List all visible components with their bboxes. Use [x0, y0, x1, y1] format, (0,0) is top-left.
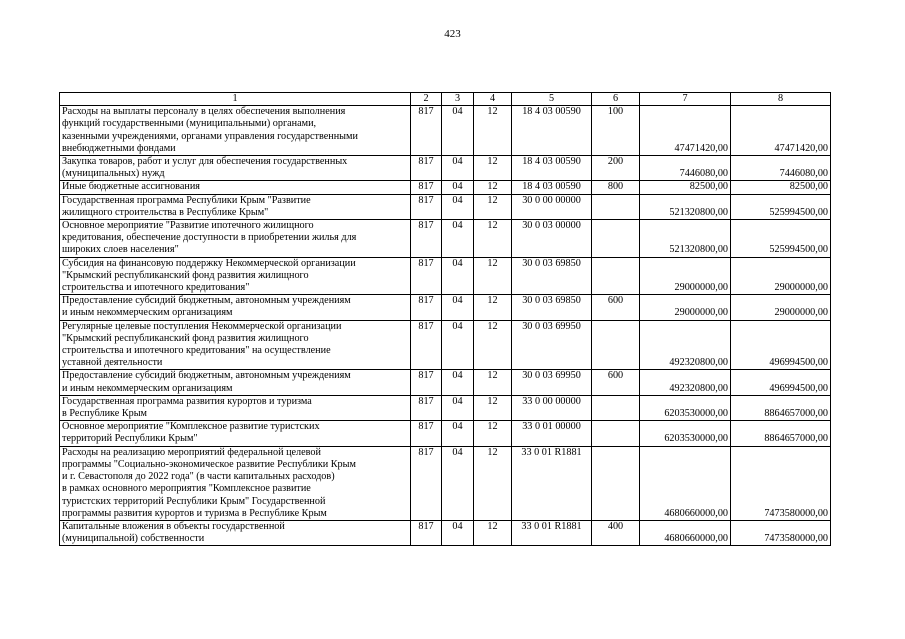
row-target-article-cell: 30 0 03 69950 — [512, 320, 592, 370]
row-amount-cell: 6203530000,00 — [640, 395, 731, 420]
row-subsection-cell: 12 — [474, 220, 512, 258]
row-amount-cell: 525994500,00 — [731, 194, 831, 219]
header-cell: 2 — [411, 93, 442, 106]
row-subsection-cell: 12 — [474, 446, 512, 520]
row-expense-type-cell: 600 — [592, 295, 640, 320]
row-target-article-cell: 33 0 01 R1881 — [512, 520, 592, 545]
row-subsection-cell: 12 — [474, 421, 512, 446]
row-name-text: Субсидия на финансовую поддержку Некоммерческой организации "Крымский республиканский фонд развития жилищного строительства и ипотечного кредитования" — [62, 257, 356, 294]
row-amount-cell: 7446080,00 — [731, 156, 831, 181]
row-target-article-cell: 33 0 01 00000 — [512, 421, 592, 446]
row-subsection-cell: 12 — [474, 295, 512, 320]
row-section-cell: 04 — [442, 194, 474, 219]
row-name-cell — [60, 194, 411, 219]
row-expense-type-cell — [592, 194, 640, 219]
row-subsection-cell: 12 — [474, 520, 512, 545]
page-number: 423 — [444, 28, 461, 40]
row-amount-cell: 29000000,00 — [731, 295, 831, 320]
table-row — [60, 295, 831, 320]
row-name-cell — [60, 295, 411, 320]
row-subsection-cell: 12 — [474, 320, 512, 370]
row-target-article-cell: 30 0 03 00000 — [512, 220, 592, 258]
header-cell: 6 — [592, 93, 640, 106]
row-name-cell — [60, 220, 411, 258]
row-target-article-cell: 30 0 00 00000 — [512, 194, 592, 219]
row-section-cell: 04 — [442, 395, 474, 420]
table-row — [60, 520, 831, 545]
row-amount-cell: 496994500,00 — [731, 320, 831, 370]
table-row — [60, 106, 831, 156]
row-name-text: Расходы на реализацию мероприятий федеральной целевой программы "Социально-экономическое развитие Республики Крым и г. Севастополя до 2022 года" (в части капитальных расходов) в рамках основного мероприятия "Комплексное развитие туристских территорий Республики Крым" Государственной программы развития курортов и туризма в Республике Крым — [62, 446, 356, 519]
table-row — [60, 421, 831, 446]
row-expense-type-cell — [592, 446, 640, 520]
row-name-text: Основное мероприятие "Комплексное развитие туристских территорий Республики Крым" — [62, 421, 320, 445]
row-name-cell — [60, 421, 411, 446]
row-code-cell: 817 — [411, 156, 442, 181]
row-name-text: Регулярные целевые поступления Некоммерческой организации "Крымский республиканский фонд развития жилищного строительства и ипотечного кредитования" на осуществление уставной деятельности — [62, 320, 342, 369]
row-amount-cell: 7473580000,00 — [731, 520, 831, 545]
row-target-article-cell: 30 0 03 69850 — [512, 295, 592, 320]
table-row — [60, 395, 831, 420]
row-amount-cell: 521320800,00 — [640, 194, 731, 219]
row-target-article-cell: 33 0 01 R1881 — [512, 446, 592, 520]
row-name-cell — [60, 370, 411, 395]
row-code-cell: 817 — [411, 421, 442, 446]
row-code-cell: 817 — [411, 106, 442, 156]
row-section-cell: 04 — [442, 295, 474, 320]
row-amount-cell: 7473580000,00 — [731, 446, 831, 520]
row-target-article-cell: 18 4 03 00590 — [512, 181, 592, 194]
row-section-cell: 04 — [442, 520, 474, 545]
row-name-text: Закупка товаров, работ и услуг для обеспечения государственных (муниципальных) нужд — [62, 156, 348, 180]
row-name-cell — [60, 446, 411, 520]
row-code-cell: 817 — [411, 395, 442, 420]
row-amount-cell: 47471420,00 — [731, 106, 831, 156]
row-code-cell: 817 — [411, 295, 442, 320]
row-amount-cell: 82500,00 — [731, 181, 831, 194]
row-amount-cell: 4680660000,00 — [640, 446, 731, 520]
table-row — [60, 194, 831, 219]
row-code-cell: 817 — [411, 257, 442, 295]
row-code-cell: 817 — [411, 220, 442, 258]
row-amount-cell: 525994500,00 — [731, 220, 831, 258]
row-section-cell: 04 — [442, 421, 474, 446]
row-subsection-cell: 12 — [474, 370, 512, 395]
header-cell: 8 — [731, 93, 831, 106]
row-section-cell: 04 — [442, 257, 474, 295]
row-target-article-cell: 33 0 00 00000 — [512, 395, 592, 420]
row-name-text: Предоставление субсидий бюджетным, автономным учреждениям и иным некоммерческим организациям — [62, 370, 351, 394]
row-code-cell: 817 — [411, 181, 442, 194]
row-section-cell: 04 — [442, 181, 474, 194]
row-code-cell: 817 — [411, 446, 442, 520]
row-amount-cell: 4680660000,00 — [640, 520, 731, 545]
table-row — [60, 320, 831, 370]
table-row — [60, 220, 831, 258]
row-name-cell — [60, 395, 411, 420]
row-expense-type-cell: 600 — [592, 370, 640, 395]
row-expense-type-cell — [592, 320, 640, 370]
row-expense-type-cell — [592, 220, 640, 258]
header-cell: 5 — [512, 93, 592, 106]
table-row — [60, 370, 831, 395]
budget-table — [59, 92, 831, 546]
row-name-text: Иные бюджетные ассигнования — [62, 181, 200, 193]
row-subsection-cell: 12 — [474, 181, 512, 194]
row-expense-type-cell: 200 — [592, 156, 640, 181]
row-subsection-cell: 12 — [474, 106, 512, 156]
row-section-cell: 04 — [442, 446, 474, 520]
table-row — [60, 156, 831, 181]
row-code-cell: 817 — [411, 370, 442, 395]
row-name-text: Капитальные вложения в объекты государственной (муниципальной) собственности — [62, 520, 285, 545]
row-amount-cell: 521320800,00 — [640, 220, 731, 258]
row-amount-cell: 492320800,00 — [640, 370, 731, 395]
row-amount-cell: 29000000,00 — [640, 257, 731, 295]
row-amount-cell: 492320800,00 — [640, 320, 731, 370]
row-expense-type-cell — [592, 257, 640, 295]
row-expense-type-cell: 800 — [592, 181, 640, 194]
header-cell: 7 — [640, 93, 731, 106]
header-cell: 4 — [474, 93, 512, 106]
row-name-cell — [60, 520, 411, 545]
header-cell: 1 — [60, 93, 411, 106]
row-subsection-cell: 12 — [474, 395, 512, 420]
row-code-cell: 817 — [411, 194, 442, 219]
row-name-cell — [60, 320, 411, 370]
row-amount-cell: 82500,00 — [640, 181, 731, 194]
row-amount-cell: 8864657000,00 — [731, 421, 831, 446]
row-amount-cell: 29000000,00 — [731, 257, 831, 295]
row-subsection-cell: 12 — [474, 257, 512, 295]
row-section-cell: 04 — [442, 156, 474, 181]
row-target-article-cell: 30 0 03 69950 — [512, 370, 592, 395]
row-amount-cell: 47471420,00 — [640, 106, 731, 156]
row-expense-type-cell: 400 — [592, 520, 640, 545]
row-amount-cell: 7446080,00 — [640, 156, 731, 181]
row-expense-type-cell: 100 — [592, 106, 640, 156]
row-name-text: Основное мероприятие "Развитие ипотечного жилищного кредитования, обеспечение доступности в приобретении жилья для широких слоев населения" — [62, 220, 357, 256]
row-subsection-cell: 12 — [474, 156, 512, 181]
row-name-cell — [60, 257, 411, 295]
row-expense-type-cell — [592, 395, 640, 420]
row-section-cell: 04 — [442, 106, 474, 156]
row-name-cell — [60, 156, 411, 181]
row-section-cell: 04 — [442, 370, 474, 395]
row-name-text: Предоставление субсидий бюджетным, автономным учреждениям и иным некоммерческим организациям — [62, 295, 351, 319]
row-name-cell — [60, 181, 411, 194]
row-name-text: Государственная программа развития курортов и туризма в Республике Крым — [62, 395, 312, 420]
row-section-cell: 04 — [442, 220, 474, 258]
row-name-text: Государственная программа Республики Крым "Развитие жилищного строительства в Республике Крым" — [62, 194, 311, 218]
row-amount-cell: 496994500,00 — [731, 370, 831, 395]
header-cell: 3 — [442, 93, 474, 106]
row-amount-cell: 6203530000,00 — [640, 421, 731, 446]
row-section-cell: 04 — [442, 320, 474, 370]
table-header-row — [60, 93, 831, 106]
row-target-article-cell: 18 4 03 00590 — [512, 106, 592, 156]
row-amount-cell: 29000000,00 — [640, 295, 731, 320]
row-name-text: Расходы на выплаты персоналу в целях обеспечения выполнения функций государственными (муниципальными) органами, казенными учреждениями, органами управления государственными внебюджетными фондами — [62, 106, 358, 154]
table-row — [60, 446, 831, 520]
table-row — [60, 257, 831, 295]
row-expense-type-cell — [592, 421, 640, 446]
table-row — [60, 181, 831, 194]
row-code-cell: 817 — [411, 520, 442, 545]
row-name-cell — [60, 106, 411, 156]
row-subsection-cell: 12 — [474, 194, 512, 219]
row-amount-cell: 8864657000,00 — [731, 395, 831, 420]
row-code-cell: 817 — [411, 320, 442, 370]
row-target-article-cell: 30 0 03 69850 — [512, 257, 592, 295]
row-target-article-cell: 18 4 03 00590 — [512, 156, 592, 181]
